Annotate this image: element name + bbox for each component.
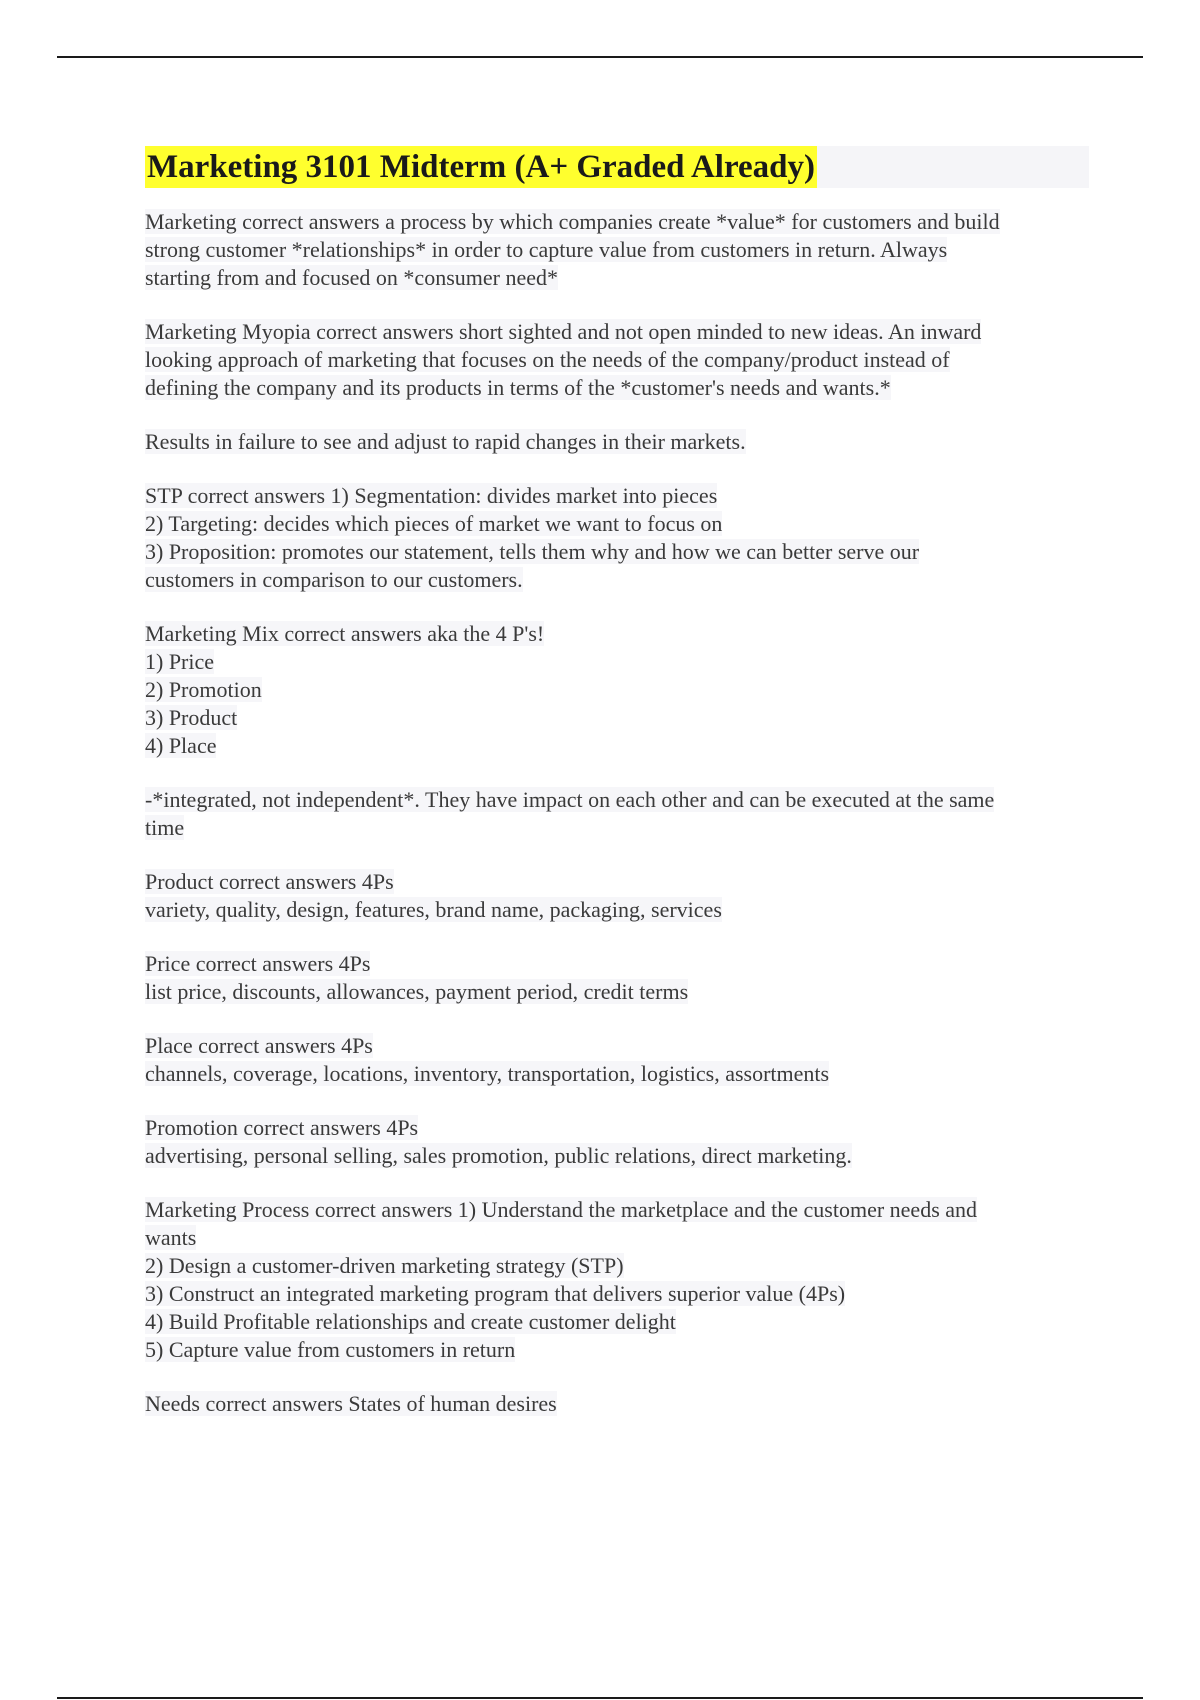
top-rule [57, 56, 1143, 58]
paragraph-line: customers in comparison to our customers. [145, 567, 523, 592]
paragraph-line: 4) Build Profitable relationships and create customer delight [145, 1309, 676, 1334]
paragraph-line: advertising, personal selling, sales promotion, public relations, direct marketing. [145, 1143, 852, 1168]
paragraph-line: 5) Capture value from customers in return [145, 1337, 516, 1362]
paragraph-line: Product correct answers 4Ps [145, 869, 394, 894]
bottom-rule [57, 1697, 1143, 1699]
paragraph-line: Promotion correct answers 4Ps [145, 1115, 419, 1140]
paragraph-line: 1) Price [145, 649, 215, 674]
paragraph-line: 3) Construct an integrated marketing program that delivers superior value (4Ps) [145, 1281, 846, 1306]
paragraph-marketing-mix [145, 620, 1089, 760]
paragraph-line: starting from and focused on *consumer need* [145, 265, 558, 290]
title-row [145, 146, 1089, 188]
paragraph-marketing [145, 208, 1089, 292]
paragraph-line: 3) Product [145, 705, 238, 730]
paragraph-line: 3) Proposition: promotes our statement, tells them why and how we can better serve our [145, 539, 920, 564]
paragraph-line: strong customer *relationships* in order to capture value from customers in return. Always [145, 237, 948, 262]
paragraph-line: 2) Promotion [145, 677, 262, 702]
paragraph-stp [145, 482, 1089, 594]
paragraph-line: variety, quality, design, features, brand name, packaging, services [145, 897, 722, 922]
paragraph-line: Results in failure to see and adjust to rapid changes in their markets. [145, 429, 746, 454]
document-body [145, 146, 1089, 1444]
paragraph-line: Marketing Process correct answers 1) Understand the marketplace and the customer needs and [145, 1197, 978, 1222]
paragraph-myopia-results [145, 428, 1089, 456]
paragraph-line: Marketing Myopia correct answers short sighted and not open minded to new ideas. An inward [145, 319, 982, 344]
paragraph-place [145, 1032, 1089, 1088]
paragraph-price [145, 950, 1089, 1006]
paragraph-line: Place correct answers 4Ps [145, 1033, 373, 1058]
document-title: Marketing 3101 Midterm (A+ Graded Already) [145, 146, 817, 188]
paragraph-line: Price correct answers 4Ps [145, 951, 371, 976]
paragraph-marketing-process [145, 1196, 1089, 1364]
paragraph-product [145, 868, 1089, 924]
paragraph-line: Marketing correct answers a process by which companies create *value* for customers and build [145, 209, 1000, 234]
paragraph-line: Marketing Mix correct answers aka the 4 P's! [145, 621, 545, 646]
paragraph-line: wants [145, 1225, 197, 1250]
paragraph-line: -*integrated, not independent*. They have impact on each other and can be executed at the same [145, 787, 995, 812]
paragraph-line: 2) Design a customer-driven marketing strategy (STP) [145, 1253, 624, 1278]
paragraph-line: defining the company and its products in terms of the *customer's needs and wants.* [145, 375, 891, 400]
paragraph-line: 2) Targeting: decides which pieces of market we want to focus on [145, 511, 723, 536]
paragraph-line: Needs correct answers States of human desires [145, 1391, 557, 1416]
paragraph-line: time [145, 815, 185, 840]
paragraph-line: STP correct answers 1) Segmentation: divides market into pieces [145, 483, 718, 508]
paragraph-line: list price, discounts, allowances, payment period, credit terms [145, 979, 689, 1004]
paragraph-line: 4) Place [145, 733, 217, 758]
paragraph-line: channels, coverage, locations, inventory, transportation, logistics, assortments [145, 1061, 830, 1086]
paragraph-line: looking approach of marketing that focuses on the needs of the company/product instead of [145, 347, 950, 372]
paragraph-needs [145, 1390, 1089, 1418]
paragraph-marketing-myopia [145, 318, 1089, 402]
paragraph-promotion [145, 1114, 1089, 1170]
paragraph-integrated [145, 786, 1089, 842]
